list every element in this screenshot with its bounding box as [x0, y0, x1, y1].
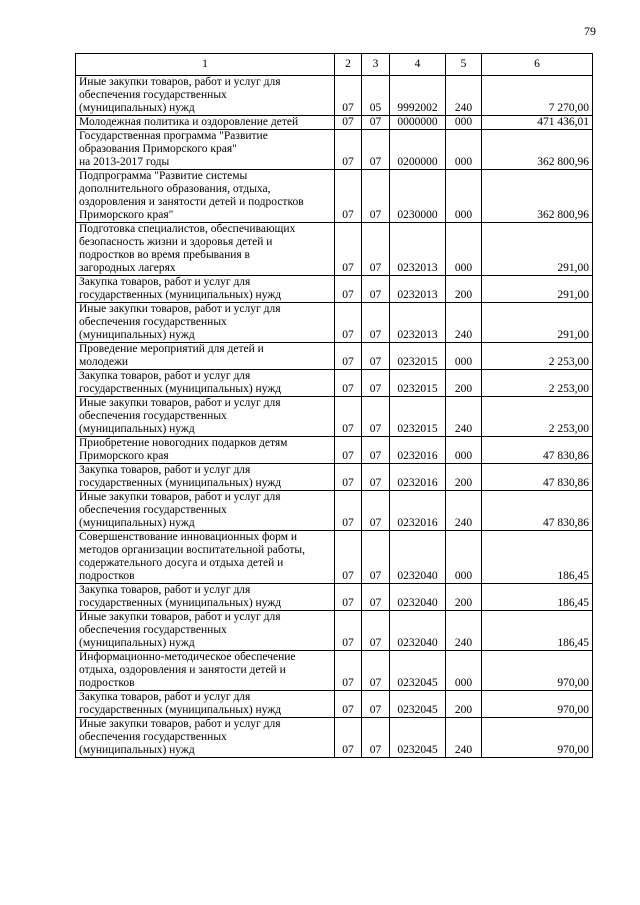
amount-cell: 186,45 — [482, 531, 593, 584]
subsection-code-cell: 07 — [362, 303, 390, 343]
subsection-code-cell: 07 — [362, 343, 390, 370]
subsection-code-cell: 07 — [362, 276, 390, 303]
subsection-code-cell: 07 — [362, 397, 390, 437]
subsection-code-cell: 07 — [362, 584, 390, 611]
section-code-cell: 07 — [335, 691, 362, 718]
column-header: 1 — [76, 54, 335, 76]
row-name-cell: Иные закупки товаров, работ и услуг для обеспечения государственных (муниципальных) нужд — [76, 303, 335, 343]
table-row — [76, 223, 593, 276]
row-name-cell: Закупка товаров, работ и услуг для государственных (муниципальных) нужд — [76, 584, 335, 611]
section-code-cell: 07 — [335, 130, 362, 170]
section-code-cell: 07 — [335, 651, 362, 691]
target-article-cell: 0232013 — [390, 223, 446, 276]
table-row — [76, 691, 593, 718]
section-code-cell: 07 — [335, 76, 362, 116]
section-code-cell: 07 — [335, 491, 362, 531]
expense-type-cell: 240 — [446, 491, 482, 531]
amount-cell: 362 800,96 — [482, 170, 593, 223]
target-article-cell: 0000000 — [390, 116, 446, 130]
row-name-cell: Закупка товаров, работ и услуг для государственных (муниципальных) нужд — [76, 370, 335, 397]
expense-type-cell: 240 — [446, 397, 482, 437]
target-article-cell: 0230000 — [390, 170, 446, 223]
expense-type-cell: 240 — [446, 76, 482, 116]
expense-type-cell: 200 — [446, 584, 482, 611]
amount-cell: 47 830,86 — [482, 437, 593, 464]
target-article-cell: 0232016 — [390, 437, 446, 464]
target-article-cell: 0232013 — [390, 303, 446, 343]
subsection-code-cell: 07 — [362, 651, 390, 691]
section-code-cell: 07 — [335, 584, 362, 611]
column-header: 6 — [482, 54, 593, 76]
table-row — [76, 170, 593, 223]
table-row — [76, 116, 593, 130]
row-name-cell: Иные закупки товаров, работ и услуг для обеспечения государственных (муниципальных) нужд — [76, 718, 335, 758]
expense-type-cell: 000 — [446, 343, 482, 370]
subsection-code-cell: 07 — [362, 691, 390, 718]
table-row — [76, 491, 593, 531]
amount-cell: 291,00 — [482, 276, 593, 303]
expense-type-cell: 000 — [446, 116, 482, 130]
row-name-cell: Иные закупки товаров, работ и услуг для обеспечения государственных (муниципальных) нужд — [76, 611, 335, 651]
expense-type-cell: 200 — [446, 370, 482, 397]
amount-cell: 2 253,00 — [482, 397, 593, 437]
table-row — [76, 611, 593, 651]
amount-cell: 471 436,01 — [482, 116, 593, 130]
target-article-cell: 0232045 — [390, 691, 446, 718]
row-name-cell: Приобретение новогодних подарков детям Приморского края — [76, 437, 335, 464]
target-article-cell: 0232040 — [390, 611, 446, 651]
column-header: 4 — [390, 54, 446, 76]
row-name-cell: Совершенствование инновационных форм и методов организации воспитательной работы, содержательного досуга и отдыха детей и подростков — [76, 531, 335, 584]
expense-type-cell: 200 — [446, 691, 482, 718]
expense-type-cell: 000 — [446, 651, 482, 691]
subsection-code-cell: 07 — [362, 437, 390, 464]
budget-table — [75, 53, 593, 758]
section-code-cell: 07 — [335, 276, 362, 303]
column-header: 5 — [446, 54, 482, 76]
subsection-code-cell: 07 — [362, 491, 390, 531]
target-article-cell: 0232016 — [390, 491, 446, 531]
amount-cell: 362 800,96 — [482, 130, 593, 170]
table-row — [76, 464, 593, 491]
row-name-cell: Закупка товаров, работ и услуг для государственных (муниципальных) нужд — [76, 464, 335, 491]
subsection-code-cell: 07 — [362, 223, 390, 276]
table-row — [76, 584, 593, 611]
expense-type-cell: 240 — [446, 611, 482, 651]
expense-type-cell: 000 — [446, 531, 482, 584]
row-name-cell: Молодежная политика и оздоровление детей — [76, 116, 335, 130]
table-row — [76, 437, 593, 464]
subsection-code-cell: 07 — [362, 116, 390, 130]
table-row — [76, 531, 593, 584]
expense-type-cell: 000 — [446, 223, 482, 276]
section-code-cell: 07 — [335, 718, 362, 758]
section-code-cell: 07 — [335, 611, 362, 651]
subsection-code-cell: 07 — [362, 464, 390, 491]
section-code-cell: 07 — [335, 531, 362, 584]
expense-type-cell: 000 — [446, 437, 482, 464]
target-article-cell: 0232015 — [390, 370, 446, 397]
target-article-cell: 0232045 — [390, 651, 446, 691]
subsection-code-cell: 07 — [362, 611, 390, 651]
subsection-code-cell: 07 — [362, 130, 390, 170]
row-name-cell: Государственная программа "Развитие образования Приморского края" на 2013-2017 годы — [76, 130, 335, 170]
amount-cell: 47 830,86 — [482, 491, 593, 531]
section-code-cell: 07 — [335, 116, 362, 130]
section-code-cell: 07 — [335, 223, 362, 276]
subsection-code-cell: 05 — [362, 76, 390, 116]
table-row — [76, 397, 593, 437]
amount-cell: 186,45 — [482, 584, 593, 611]
expense-type-cell: 000 — [446, 130, 482, 170]
expense-type-cell: 200 — [446, 276, 482, 303]
table-row — [76, 370, 593, 397]
table-row — [76, 130, 593, 170]
table-row — [76, 718, 593, 758]
amount-cell: 7 270,00 — [482, 76, 593, 116]
row-name-cell: Проведение мероприятий для детей и молодежи — [76, 343, 335, 370]
column-header: 3 — [362, 54, 390, 76]
section-code-cell: 07 — [335, 437, 362, 464]
section-code-cell: 07 — [335, 303, 362, 343]
page-number: 79 — [584, 24, 596, 38]
table-row — [76, 276, 593, 303]
table-row — [76, 303, 593, 343]
section-code-cell: 07 — [335, 370, 362, 397]
row-name-cell: Иные закупки товаров, работ и услуг для обеспечения государственных (муниципальных) нужд — [76, 76, 335, 116]
amount-cell: 970,00 — [482, 651, 593, 691]
target-article-cell: 0200000 — [390, 130, 446, 170]
target-article-cell: 0232013 — [390, 276, 446, 303]
amount-cell: 970,00 — [482, 718, 593, 758]
row-name-cell: Иные закупки товаров, работ и услуг для обеспечения государственных (муниципальных) нужд — [76, 491, 335, 531]
expense-type-cell: 200 — [446, 464, 482, 491]
amount-cell: 186,45 — [482, 611, 593, 651]
subsection-code-cell: 07 — [362, 170, 390, 223]
table-row — [76, 651, 593, 691]
amount-cell: 970,00 — [482, 691, 593, 718]
target-article-cell: 0232015 — [390, 343, 446, 370]
target-article-cell: 0232040 — [390, 584, 446, 611]
table-row — [76, 343, 593, 370]
row-name-cell: Подпрограмма "Развитие системы дополнительного образования, отдыха, оздоровления и занятости детей и подростков Приморского края" — [76, 170, 335, 223]
row-name-cell: Информационно-методическое обеспечение отдыха, оздоровления и занятости детей и подростков — [76, 651, 335, 691]
amount-cell: 2 253,00 — [482, 370, 593, 397]
target-article-cell: 0232015 — [390, 397, 446, 437]
subsection-code-cell: 07 — [362, 718, 390, 758]
target-article-cell: 9992002 — [390, 76, 446, 116]
section-code-cell: 07 — [335, 464, 362, 491]
table-row — [76, 76, 593, 116]
amount-cell: 291,00 — [482, 223, 593, 276]
expense-type-cell: 240 — [446, 718, 482, 758]
target-article-cell: 0232045 — [390, 718, 446, 758]
row-name-cell: Подготовка специалистов, обеспечивающих безопасность жизни и здоровья детей и подростков во время пребывания в загородных лагерях — [76, 223, 335, 276]
column-header: 2 — [335, 54, 362, 76]
expense-type-cell: 000 — [446, 170, 482, 223]
section-code-cell: 07 — [335, 343, 362, 370]
amount-cell: 2 253,00 — [482, 343, 593, 370]
target-article-cell: 0232040 — [390, 531, 446, 584]
section-code-cell: 07 — [335, 170, 362, 223]
expense-type-cell: 240 — [446, 303, 482, 343]
table-header-row — [76, 54, 593, 76]
target-article-cell: 0232016 — [390, 464, 446, 491]
amount-cell: 47 830,86 — [482, 464, 593, 491]
subsection-code-cell: 07 — [362, 531, 390, 584]
row-name-cell: Закупка товаров, работ и услуг для государственных (муниципальных) нужд — [76, 691, 335, 718]
amount-cell: 291,00 — [482, 303, 593, 343]
row-name-cell: Иные закупки товаров, работ и услуг для обеспечения государственных (муниципальных) нужд — [76, 397, 335, 437]
row-name-cell: Закупка товаров, работ и услуг для государственных (муниципальных) нужд — [76, 276, 335, 303]
section-code-cell: 07 — [335, 397, 362, 437]
subsection-code-cell: 07 — [362, 370, 390, 397]
